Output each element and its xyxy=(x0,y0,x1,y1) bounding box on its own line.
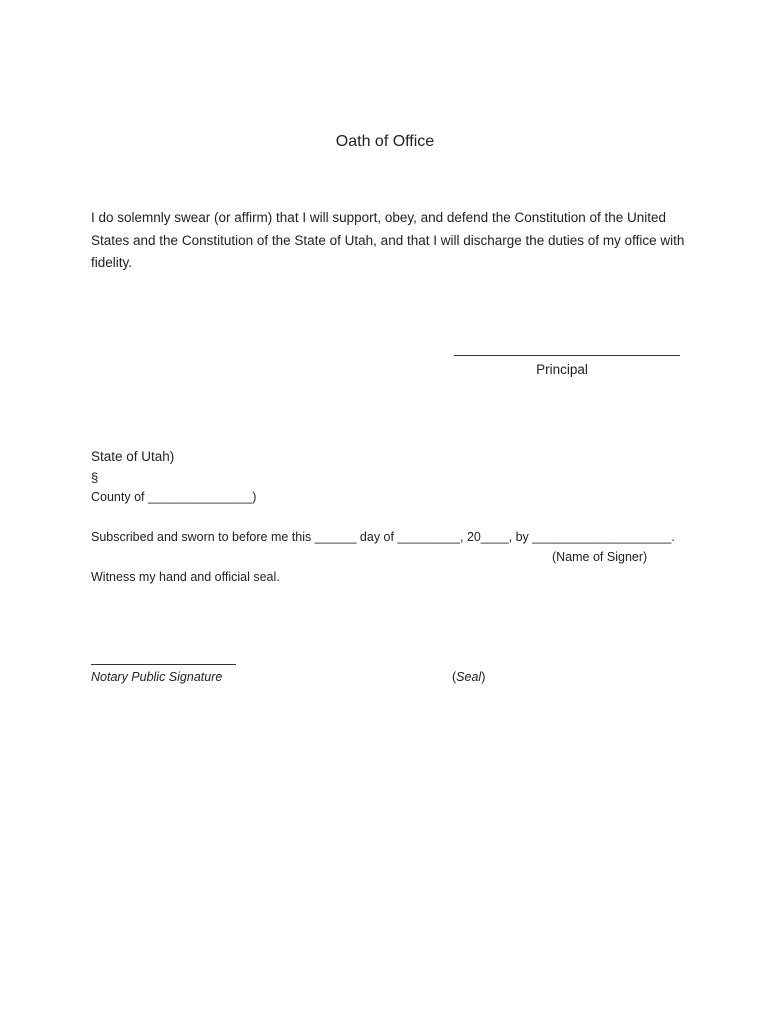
name-of-signer-label: (Name of Signer) xyxy=(552,550,648,564)
seal-open-paren: ( xyxy=(452,670,457,684)
seal-label xyxy=(452,670,485,684)
principal-label: Principal xyxy=(536,362,588,377)
document-title: Oath of Office xyxy=(335,133,435,150)
state-line: State of Utah) xyxy=(91,449,175,464)
county-line: County of _______________) xyxy=(91,490,257,504)
notary-signature-label: Notary Public Signature xyxy=(91,670,223,684)
oath-text: I do solemnly swear (or affirm) that I will support, obey, and defend the Constitution of the United States and the Constitution of the State of Utah, and that I will discharge the duties of my office with fidelity. xyxy=(91,210,685,270)
subscribed-sworn-line: Subscribed and sworn to before me this ______ day of _________, 20____, by ____________________. xyxy=(91,530,675,544)
principal-signature-line xyxy=(454,355,680,356)
seal-close-paren: ) xyxy=(481,670,486,684)
notary-signature-line xyxy=(91,664,236,665)
witness-line: Witness my hand and official seal. xyxy=(91,570,280,584)
section-mark: § xyxy=(91,470,99,485)
seal-word: Seal xyxy=(456,670,482,684)
